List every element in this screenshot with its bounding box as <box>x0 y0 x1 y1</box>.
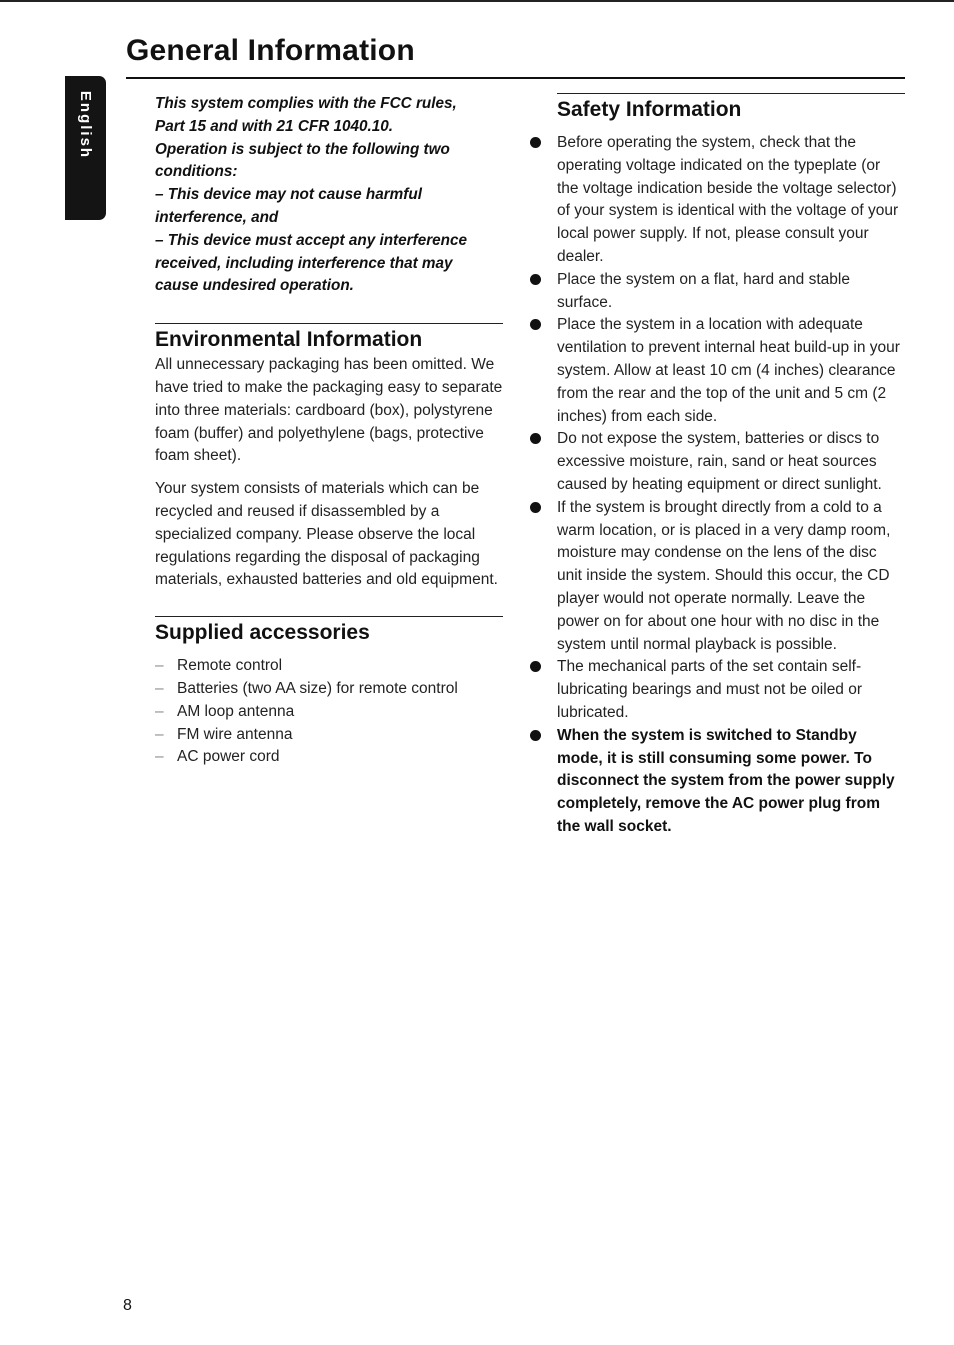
fcc-line: received, including interference that may <box>155 254 453 272</box>
safety-heading: Safety Information <box>557 98 742 121</box>
bullet-icon <box>530 730 541 741</box>
accessory-item <box>155 678 503 701</box>
environmental-section-rule <box>155 323 503 324</box>
safety-text: Place the system on a flat, hard and stable surface. <box>557 270 850 311</box>
accessories-heading: Supplied accessories <box>155 621 370 645</box>
accessory-label: Batteries (two AA size) for remote control <box>177 679 458 697</box>
accessory-label: AM loop antenna <box>177 702 295 720</box>
safety-text: Do not expose the system, batteries or discs to excessive moisture, rain, sand or heat sources caused by heating equipment or direct sunlight. <box>557 430 882 493</box>
title-underline <box>126 77 905 79</box>
fcc-line: interference, and <box>155 208 279 226</box>
environmental-heading: Environmental Information <box>155 328 423 352</box>
bullet-icon <box>530 319 541 330</box>
safety-item <box>529 269 905 315</box>
dash-marker: – <box>155 679 164 697</box>
accessory-item <box>155 746 503 769</box>
left-column <box>155 93 503 769</box>
safety-text: Place the system in a location with adequate ventilation to prevent internal heat build-up in your system. Allow at least 10 cm (4 inches) clearance from the rear and the top of the unit and 5 cm (2 inches) from each side. <box>557 316 900 425</box>
dash-marker: – <box>155 748 164 766</box>
dash-marker: – <box>155 702 164 720</box>
bullet-icon <box>530 137 541 148</box>
accessory-item <box>155 724 503 747</box>
safety-list <box>529 132 905 839</box>
safety-text: If the system is brought directly from a cold to a warm location, or is placed in a very damp room, moisture may condense on the lens of the disc unit inside the system. Should this occur, the CD player would not operate normally. Leave the power on for about one hour with no disc in the system until normal playback is possible. <box>557 498 891 653</box>
fcc-line: conditions: <box>155 163 238 181</box>
accessory-item <box>155 701 503 724</box>
accessory-label: AC power cord <box>177 748 280 766</box>
accessory-item <box>155 655 503 678</box>
safety-item-standby-warning <box>529 725 905 839</box>
bullet-icon <box>530 661 541 672</box>
page-title: General Information <box>126 34 415 67</box>
bullet-icon <box>530 433 541 444</box>
environmental-paragraph: All unnecessary packaging has been omitted. We have tried to make the packaging easy to separate into three materials: cardboard (box), polystyrene foam (buffer) and polyethylene (bags, protective foam sheet). <box>155 356 503 465</box>
fcc-line: cause undesired operation. <box>155 277 354 295</box>
safety-text: Before operating the system, check that the operating voltage indicated on the typeplate (or the voltage indication beside the voltage selector) of your system is identical with the voltage of your local power supply. If not, please consult your dealer. <box>557 134 899 265</box>
safety-text: The mechanical parts of the set contain self-lubricating bearings and must not be oiled or lubricated. <box>557 658 863 721</box>
top-border-rule <box>0 0 954 2</box>
right-column <box>529 93 905 839</box>
safety-item <box>529 132 905 269</box>
safety-text: When the system is switched to Standby mode, it is still consuming some power. To disconnect the system from the power supply completely, remove the AC power plug from the wall socket. <box>557 726 895 835</box>
safety-item <box>529 497 905 657</box>
bullet-icon <box>530 502 541 513</box>
safety-item <box>529 314 905 428</box>
accessory-label: FM wire antenna <box>177 725 293 743</box>
fcc-compliance-notice <box>155 93 503 298</box>
fcc-line: – This device must accept any interference <box>155 231 468 249</box>
accessories-section-rule <box>155 616 503 617</box>
fcc-line: Operation is subject to the following two <box>155 140 450 158</box>
bullet-icon <box>530 274 541 285</box>
accessories-list <box>155 655 503 769</box>
safety-section-rule <box>557 93 905 94</box>
dash-marker: – <box>155 657 164 675</box>
fcc-line: This system complies with the FCC rules, <box>155 95 457 112</box>
accessory-label: Remote control <box>177 657 283 675</box>
dash-marker: – <box>155 725 164 743</box>
safety-item <box>529 428 905 496</box>
page-number: 8 <box>123 1297 132 1314</box>
fcc-line: – This device may not cause harmful <box>155 186 422 204</box>
language-tab-label: English <box>77 90 94 160</box>
environmental-paragraph: Your system consists of materials which can be recycled and reused if disassembled by a specialized company. Please observe the local regulations regarding the disposal of packaging materials, exhausted batteries and old equipment. <box>155 480 498 589</box>
safety-item <box>529 656 905 724</box>
language-tab <box>65 76 106 220</box>
fcc-line: Part 15 and with 21 CFR 1040.10. <box>155 117 394 135</box>
